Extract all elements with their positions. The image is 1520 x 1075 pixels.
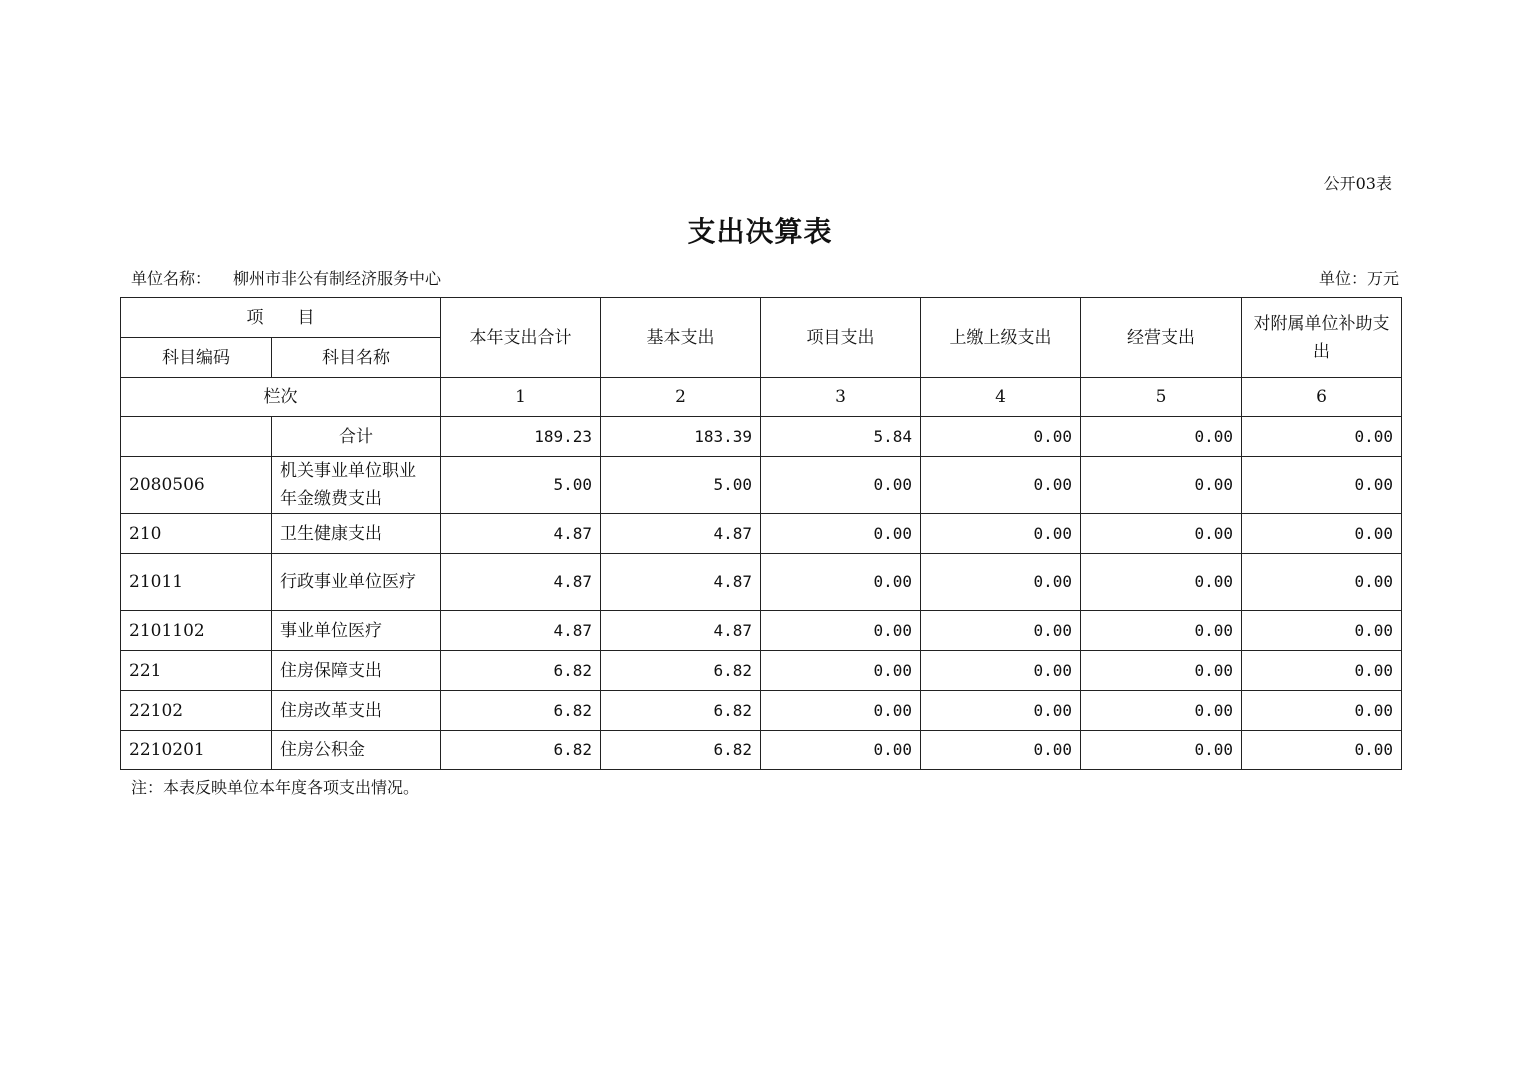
table-row [121,457,1402,514]
row-total: 6.82 [441,651,601,691]
row-project: 0.00 [761,731,921,770]
row-code: 2210201 [121,731,272,770]
row-business: 0.00 [1081,611,1242,651]
row-name: 卫生健康支出 [272,514,441,554]
header-name: 科目名称 [272,338,441,378]
row-code: 22102 [121,691,272,731]
column-number-1: 1 [441,378,601,417]
table-row [121,611,1402,651]
row-total: 189.23 [441,417,601,457]
row-project: 0.00 [761,691,921,731]
column-number-2: 2 [601,378,761,417]
row-project: 0.00 [761,514,921,554]
row-total: 5.00 [441,457,601,514]
row-business: 0.00 [1081,457,1242,514]
row-code: 21011 [121,554,272,611]
form-code: 公开03表 [1323,174,1392,193]
row-basic: 4.87 [601,611,761,651]
header-code: 科目编码 [121,338,272,378]
row-project: 0.00 [761,651,921,691]
column-number-3: 3 [761,378,921,417]
column-number-6: 6 [1242,378,1402,417]
header-item: 项 目 [121,298,441,338]
page-title: 支出决算表 [687,215,833,248]
row-business: 0.00 [1081,651,1242,691]
column-number-5: 5 [1081,378,1242,417]
row-code: 210 [121,514,272,554]
row-name: 机关事业单位职业年金缴费支出 [272,457,441,514]
row-basic: 6.82 [601,651,761,691]
row-superior: 0.00 [921,514,1081,554]
row-subsidiary: 0.00 [1242,417,1402,457]
row-basic: 183.39 [601,417,761,457]
unit-name-value: 柳州市非公有制经济服务中心 [233,269,442,288]
row-name: 事业单位医疗 [272,611,441,651]
row-project: 0.00 [761,457,921,514]
row-name: 住房改革支出 [272,691,441,731]
unit-name [131,266,441,289]
row-name: 住房保障支出 [272,651,441,691]
header-basic: 基本支出 [601,298,761,378]
row-superior: 0.00 [921,457,1081,514]
row-code [121,417,272,457]
table-row [121,554,1402,611]
table-row-total [121,417,1402,457]
table-row [121,651,1402,691]
row-total: 4.87 [441,554,601,611]
row-name: 合计 [272,417,441,457]
header-superior: 上缴上级支出 [921,298,1081,378]
row-project: 0.00 [761,611,921,651]
currency-unit: 单位：万元 [1318,269,1399,288]
table-row [121,691,1402,731]
row-code: 2080506 [121,457,272,514]
row-superior: 0.00 [921,651,1081,691]
row-total: 4.87 [441,611,601,651]
row-name: 行政事业单位医疗 [272,554,441,611]
row-subsidiary: 0.00 [1242,457,1402,514]
row-business: 0.00 [1081,731,1242,770]
row-project: 0.00 [761,554,921,611]
row-total: 4.87 [441,514,601,554]
column-number-4: 4 [921,378,1081,417]
unit-name-label: 单位名称： [131,269,212,288]
row-subsidiary: 0.00 [1242,611,1402,651]
row-subsidiary: 0.00 [1242,514,1402,554]
footnote: 注：本表反映单位本年度各项支出情况。 [131,778,420,797]
row-subsidiary: 0.00 [1242,554,1402,611]
table-row [121,514,1402,554]
row-business: 0.00 [1081,417,1242,457]
table-row [121,731,1402,770]
header-project: 项目支出 [761,298,921,378]
row-business: 0.00 [1081,514,1242,554]
row-superior: 0.00 [921,691,1081,731]
row-business: 0.00 [1081,554,1242,611]
row-total: 6.82 [441,731,601,770]
row-code: 221 [121,651,272,691]
header-business: 经营支出 [1081,298,1242,378]
row-subsidiary: 0.00 [1242,731,1402,770]
row-name: 住房公积金 [272,731,441,770]
row-superior: 0.00 [921,731,1081,770]
row-basic: 4.87 [601,554,761,611]
header-subsidiary: 对附属单位补助支出 [1242,298,1402,378]
row-subsidiary: 0.00 [1242,651,1402,691]
row-superior: 0.00 [921,417,1081,457]
row-basic: 5.00 [601,457,761,514]
expenditure-table [120,297,1402,770]
header-total: 本年支出合计 [441,298,601,378]
row-code: 2101102 [121,611,272,651]
column-number-label: 栏次 [121,378,441,417]
row-total: 6.82 [441,691,601,731]
row-business: 0.00 [1081,691,1242,731]
row-superior: 0.00 [921,554,1081,611]
row-basic: 6.82 [601,691,761,731]
row-superior: 0.00 [921,611,1081,651]
row-subsidiary: 0.00 [1242,691,1402,731]
row-basic: 4.87 [601,514,761,554]
row-project: 5.84 [761,417,921,457]
row-basic: 6.82 [601,731,761,770]
